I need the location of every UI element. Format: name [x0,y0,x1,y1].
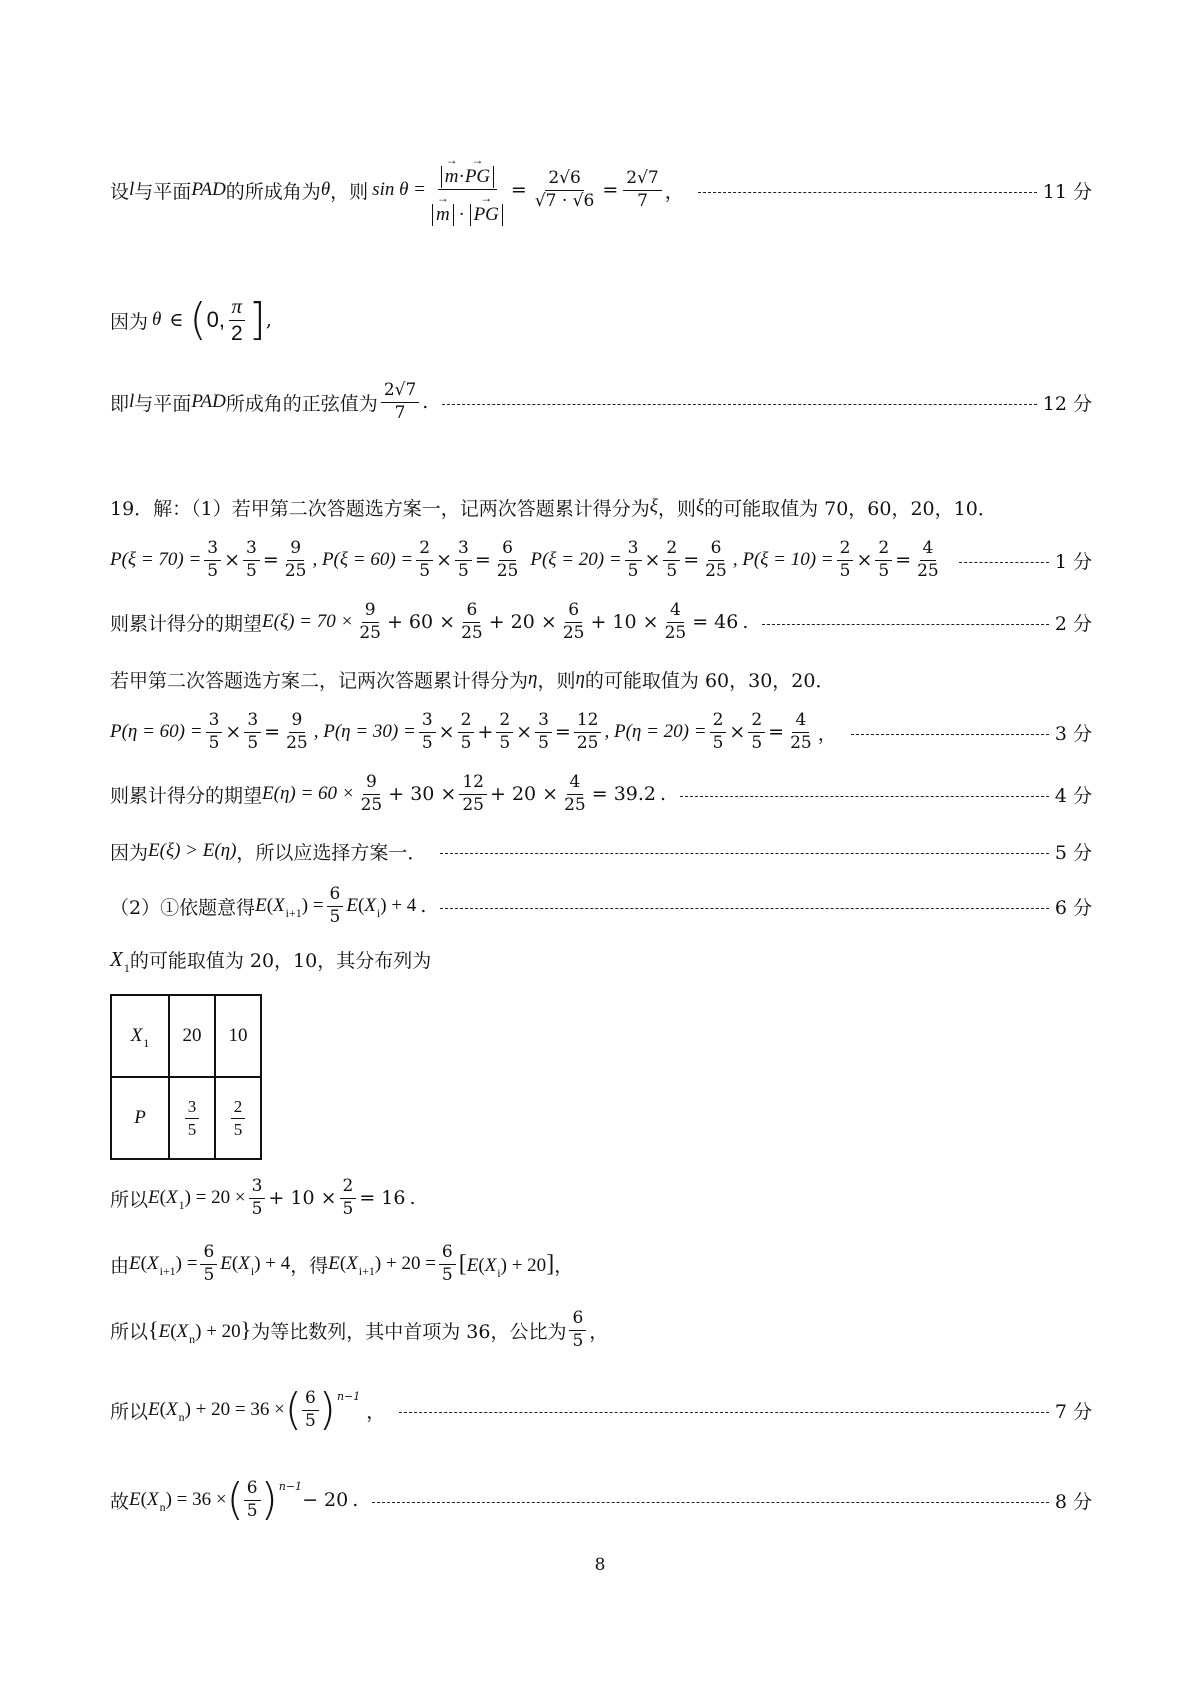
var-xi: ξ [695,496,705,517]
denominator: 5 [627,560,639,581]
denominator: 25 [360,794,383,815]
line-final: 故 $E(X_n) = 36$ × ( $\frac{6}{5}$ ) n−1 − 20 . 8 分 [110,1474,1092,1525]
denominator: 25 [790,732,812,753]
denominator: 5 [460,732,472,753]
score-label: 3 分 [1054,722,1092,745]
text: ，所以应选择方案一． [236,841,427,864]
numerator: 6 [439,1243,456,1265]
denominator: 25 [664,622,687,643]
line-eta-expectation [110,764,1092,824]
numerator: 6 [302,1389,319,1411]
numerator: 6 [499,539,516,561]
recurrence-formula: $E(X_{i+1})$ = [255,895,324,920]
table-row [111,995,261,1077]
numerator: 2 [710,711,727,733]
numerator: 6 [708,539,725,561]
text: 所成角的正弦值为 [225,392,378,415]
dash-leader [851,734,1049,735]
text: , [265,309,272,331]
numerator: 9 [287,539,304,561]
prob-eta-20: , P(η = 20) = [604,721,707,742]
numerator: 4 [667,601,684,623]
score-label: 5 分 [1054,841,1092,864]
page-number: 8 [594,1555,606,1575]
text: ，则 [330,180,369,203]
dash-leader [698,192,1037,193]
line-transform: 由 $E(X_{i+1})$ = $\frac{6}{5}$ $E(X_i) + 4$ ，得 $E(X_{i+1}) + 20$ = $\frac{6}{5}$ $[E(X_i) + 20]$ ， [110,1241,574,1285]
fraction-result [623,169,661,211]
numerator: 2 [748,711,765,733]
text: 与平面 [134,180,192,203]
dash-leader [442,404,1036,405]
text: . [420,895,427,917]
prob-eta-30: , P(η = 30) = [313,721,416,742]
text: 的可能取值为 60，30，20． [584,669,835,692]
denominator: 5 [246,1500,258,1521]
numerator: 2 [837,539,854,561]
text: 故 [110,1490,130,1513]
denominator: 25 [461,622,483,643]
numerator: 4 [567,773,584,795]
dash-leader [959,562,1049,563]
dash-leader [440,908,1049,909]
numerator: 2 [496,711,513,733]
text: 因为 [110,310,149,333]
line-sine-value [110,370,1092,434]
score-label: 4 分 [1054,784,1092,807]
result: = 46 [692,611,739,633]
var-x1: $X_1$ [110,946,130,975]
vector-m: → m [445,166,459,188]
text: . [409,1187,416,1209]
var-eta: η [528,668,538,689]
term: + 20 × [488,611,557,633]
denominator: 5 [419,560,431,581]
fraction-pi-over-2 [228,294,246,345]
numerator: 6 [463,601,480,623]
numerator: 3 [185,1097,200,1119]
denominator: 5 [441,1264,453,1285]
text: ， [589,1320,609,1343]
line-sine-angle: 设 l 与平面 PAD 的所成角为 θ ，则 sin θ = → m·→ PG → m · → PG = $\frac{2√6}{√7 \cdot √6}$ = $\frac{2√7}{7}$ ， 11 分 [110,140,1092,240]
denominator: 5 [572,1330,584,1351]
plane-pad: PAD [191,391,226,412]
score-label: 1 分 [1054,550,1092,573]
text: 与平面 [134,392,192,415]
text: ，则 [537,669,576,692]
denominator: 5 [251,1198,263,1219]
denominator: 5 [457,560,469,581]
numerator: 9 [289,711,306,733]
denominator: 25 [917,560,939,581]
dot: · [458,166,465,188]
numerator: π [229,294,246,320]
prob-xi-60: , P(ξ = 60) = [312,549,414,570]
numerator: 3 [455,539,472,561]
dash-leader [440,853,1048,854]
var-xi: ξ [649,496,658,517]
sin-theta: sin θ = [372,179,426,200]
denominator: 5 [208,732,220,753]
line-xi-probabilities: P(ξ = 70) = $\frac{3}{5}$ × $\frac{3}{5}$ = $\frac{9}{25}$ , P(ξ = 60) = $\frac{2}{5}$ × $\frac{3}{5}$ = $\frac{6}{25}$ P(ξ = 20) = $\frac{3}{5}$ × $\frac{2}{5}$ = $\frac{6}{25}$ , P(ξ = 10) = $\frac{2}{5}$ × $\frac{2}{5}$ = $\frac{4}{25}$ 1 分 [110,537,1092,581]
numerator: 3 [244,711,261,733]
prob-xi-70: P(ξ = 70) = [110,549,202,570]
fraction-dot-over-norms: → m·→ PG → m · → PG [429,154,506,226]
vector-m-den: → m [436,204,450,226]
term: + 20 × [490,783,559,805]
text: 的可能取值为 20，10，其分布列为 [129,949,432,972]
term: + 10 × [590,611,659,633]
line-compare [110,834,1092,868]
numerator: 2√7 [623,169,661,191]
text: （2）①依题意得 [110,896,256,919]
table-cell [215,1077,261,1159]
line-plan-two-intro [110,662,1092,696]
text: 设 [110,180,130,203]
result: = 39.2 [591,783,657,805]
table-cell: 20 [169,995,215,1077]
fraction-mid [532,169,598,211]
text: 由 [110,1254,130,1277]
numerator: 9 [363,773,380,795]
numerator: 3 [204,539,221,561]
denominator: 5 [666,560,678,581]
zero: 0, [206,307,225,332]
denominator: 25 [496,560,519,581]
left-paren: ( [189,294,207,345]
right-bracket: ] [248,294,266,345]
var-l: l [129,179,135,200]
numerator: 3 [625,539,642,561]
text: . [422,391,429,413]
table-cell: 10 [215,995,261,1077]
denominator: 25 [576,732,599,753]
cell-text: X [130,1025,143,1046]
text: 所以 [110,1188,149,1211]
line-general-term: 所以 $E(X_n) + 20 = 36$ × ( $\frac{6}{5}$ ) n−1 ， 7 分 [110,1384,1092,1435]
score-label: 12 分 [1042,392,1092,415]
text: ， [664,180,684,203]
text: . [660,783,667,805]
numerator: 12 [459,773,487,795]
numerator: 6 [200,1243,217,1265]
denominator: 5 [538,732,549,753]
numerator: 3 [206,711,223,733]
expectation-x1: $E(X_1) = 20$ × [148,1187,246,1212]
text: 则累计得分的期望 [110,612,263,635]
table-header-p: P [111,1077,169,1159]
numerator: 4 [792,711,809,733]
text: 19．解：（1）若甲第二次答题选方案一，记两次答题累计得分为 [110,497,650,520]
text: 的可能取值为 70，60，20，10． [704,497,997,520]
numerator: 6 [327,885,344,907]
denominator: 5 [329,906,341,927]
numerator: 6 [565,601,582,623]
var-theta: θ [152,309,162,330]
text: . [742,611,749,633]
prob-xi-10: , P(ξ = 10) = [732,549,834,570]
numerator: 2 [875,539,892,561]
numerator: 3 [249,1177,266,1199]
line-theta-range [110,285,1092,355]
denominator: 5 [246,560,257,581]
text: 的所成角为 [225,180,321,203]
text: 所以 [110,1400,149,1423]
denominator: 5 [878,560,890,581]
text: 所以 [110,1320,149,1343]
line-geometric: 所以 $\{E(X_n) + 20\}$ 为等比数列，其中首项为 36，公比为 $\frac{6}{5}$ ， [110,1307,609,1351]
line-x1-values [110,942,1092,976]
numerator: 2 [663,539,680,561]
dash-leader [762,624,1048,625]
denominator: 5 [207,560,219,581]
prob-xi-20: P(ξ = 20) = [530,549,622,570]
numerator: 2 [340,1177,357,1199]
denominator: 5 [342,1198,354,1219]
score-label: 7 分 [1054,1400,1092,1423]
denominator: 5 [499,732,511,753]
denominator: 25 [562,622,585,643]
score-label: 2 分 [1054,612,1092,635]
denominator: √7 · √6 [534,190,595,211]
fraction-result [381,381,419,423]
numerator: 3 [419,711,436,733]
text: ， [817,722,837,745]
dash-leader [680,796,1049,797]
denominator: 25 [359,622,381,643]
denominator: 5 [751,732,763,753]
distribution-table [110,994,262,1160]
text: 即 [110,392,130,415]
numerator: 3 [535,711,552,733]
denominator: 5 [304,1410,316,1431]
denominator: 7 [394,402,406,423]
var-theta: θ [320,179,331,200]
numerator: 12 [574,711,602,733]
text: . [352,1489,359,1511]
numerator: 6 [569,1309,586,1331]
text: 因为 [110,841,149,864]
denominator: 25 [705,560,727,581]
denominator: 5 [203,1264,215,1285]
numerator: 4 [920,539,937,561]
term: + 60 × [386,611,456,633]
numerator: 6 [244,1479,261,1501]
line-eta-probabilities: P(η = 60) = $\frac{3}{5}$ × $\frac{3}{5}$ = $\frac{9}{25}$ , P(η = 30) = $\frac{3}{5}$ × $\frac{2}{5}$ + $\frac{2}{5}$ × $\frac{3}{5}$ = $\frac{12}{25}$ , P(η = 20) = $\frac{2}{5}$ × $\frac{2}{5}$ = $\frac{4}{25}$ ， 3 分 [110,709,1092,753]
line-xi-expectation [110,592,1092,652]
text: ，得 [290,1254,329,1277]
numerator: 2 [231,1097,246,1119]
text: ，则 [657,497,696,520]
text: 为等比数列，其中首项为 36，公比为 [251,1320,567,1343]
denominator: 25 [564,794,586,815]
denominator: 2 [230,321,243,345]
text: 则累计得分的期望 [110,784,263,807]
prob-eta-60: P(η = 60) = [110,721,203,742]
comparison: E(ξ) > E(η) [148,840,237,861]
dash-leader [372,1502,1049,1503]
text: ， [366,1400,386,1423]
plane-pad: PAD [191,179,226,200]
score-label: 6 分 [1054,896,1092,919]
denominator: 25 [462,794,484,815]
vector-pg-den: → PG [474,204,499,226]
line-q19-intro [110,490,1092,524]
var-eta: η [575,668,585,689]
expectation-eta: E(η) = 60 × [262,783,355,804]
denominator: 5 [187,1119,197,1139]
score-label: 8 分 [1054,1490,1092,1513]
vector-pg: → PG [465,166,490,188]
expectation-xi: E(ξ) = 70 × [262,611,354,632]
term: + 30 × [388,783,457,805]
numerator: 2 [416,539,433,561]
line-recurrence: （2）①依题意得 $E(X_{i+1})$ = $\frac{6}{5}$ $E(X_i) + 4$ . 6 分 [110,883,1092,927]
table-row [111,1077,261,1159]
numerator: 9 [362,601,379,623]
denominator: 25 [284,560,307,581]
denominator: 5 [421,732,433,753]
numerator: 3 [243,539,260,561]
numerator: 2 [458,711,475,733]
dash-leader [399,1412,1049,1413]
text: 若甲第二次答题选方案二，记两次答题累计得分为 [110,669,529,692]
denominator: 5 [233,1119,243,1139]
element-of: ∈ [169,309,184,331]
denominator: 25 [286,732,308,753]
denominator: 5 [712,732,724,753]
denominator: 7 [637,190,648,211]
score-label: 11 分 [1042,180,1092,203]
numerator: 2√7 [381,381,419,403]
table-cell [169,1077,215,1159]
numerator: 2√6 [545,169,583,191]
var-l: l [129,391,135,412]
table-header-x1: $X_1$ [111,995,169,1077]
denominator: 5 [839,560,851,581]
denominator: 5 [247,732,259,753]
line-ex1: 所以 $E(X_1) = 20$ × $\frac{3}{5}$ + 10 × $\frac{2}{5}$ = 16 . [110,1175,416,1219]
text: ， [554,1254,574,1277]
